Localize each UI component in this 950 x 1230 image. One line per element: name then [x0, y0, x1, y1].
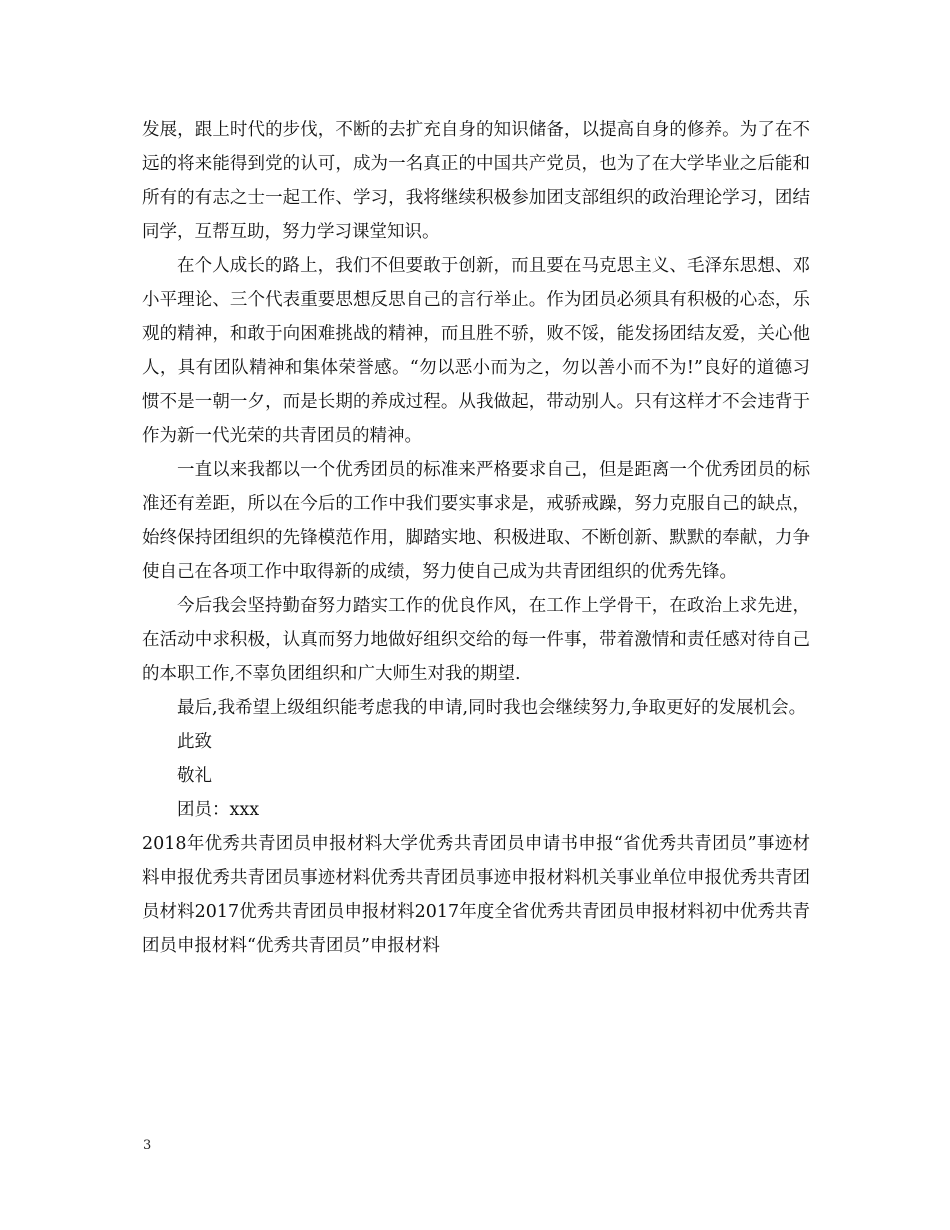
paragraph-future-work: 今后我会坚持勤奋努力踏实工作的优良作风，在工作上学骨干，在政治上求先进，在活动中求积极，认真而努力地做好组织交给的每一件事，带着激情和责任感对待自己的本职工作,不辜负团组织和广大师生对我的期望. — [142, 596, 810, 684]
paragraph-self-requirement: 一直以来我都以一个优秀团员的标准来严格要求自己，但是距离一个优秀团员的标准还有差距，所以在今后的工作中我们要实事求是，戒骄戒躁，努力克服自己的缺点，始终保持团组织的先锋模范作用，脚踏实地、积极进取、不断创新、默默的奉献，力争使自己在各项工作中取得新的成绩，努力使自己成为共青团组织的优秀先锋。 — [142, 460, 810, 582]
paragraph-continuation: 发展，跟上时代的步伐，不断的去扩充自身的知识储备，以提高自身的修养。为了在不远的将来能得到党的认可，成为一名真正的中国共产党员，也为了在大学毕业之后能和所有的有志之士一起工作、学习，我将继续积极参加团支部组织的政治理论学习，团结同学，互帮互助，努力学习课堂知识。 — [142, 120, 810, 242]
document-body — [142, 113, 810, 963]
closing-salutation: 此致 — [177, 732, 212, 752]
paragraph-final-request: 最后,我希望上级组织能考虑我的申请,同时我也会继续努力,争取更好的发展机会。 — [177, 698, 807, 718]
signature: 团员：xxx — [177, 800, 260, 820]
related-material-links: 2018年优秀共青团员申报材料大学优秀共青团员申请书申报“省优秀共青团员”事迹材料申报优秀共青团员事迹材料优秀共青团员事迹申报材料机关事业单位申报优秀共青团员材料2017优秀共青团员申报材料2017年度全省优秀共青团员申报材料初中优秀共青团员申报材料“优秀共青团员”申报材料 — [142, 834, 810, 956]
paragraph-personal-growth: 在个人成长的路上，我们不但要敢于创新，而且要在马克思主义、毛泽东思想、邓小平理论、三个代表重要思想反思自己的言行举止。作为团员必须具有积极的心态，乐观的精神，和敢于向困难挑战的精神，而且胜不骄，败不馁，能发扬团结友爱，关心他人，具有团队精神和集体荣誉感。“勿以恶小而为之，勿以善小而不为!”良好的道德习惯不是一朝一夕，而是长期的养成过程。从我做起，带动别人。只有这样才不会违背于作为新一代光荣的共青团员的精神。 — [142, 256, 810, 446]
page-number: 3 — [143, 1138, 152, 1153]
closing-regards: 敬礼 — [177, 766, 212, 786]
